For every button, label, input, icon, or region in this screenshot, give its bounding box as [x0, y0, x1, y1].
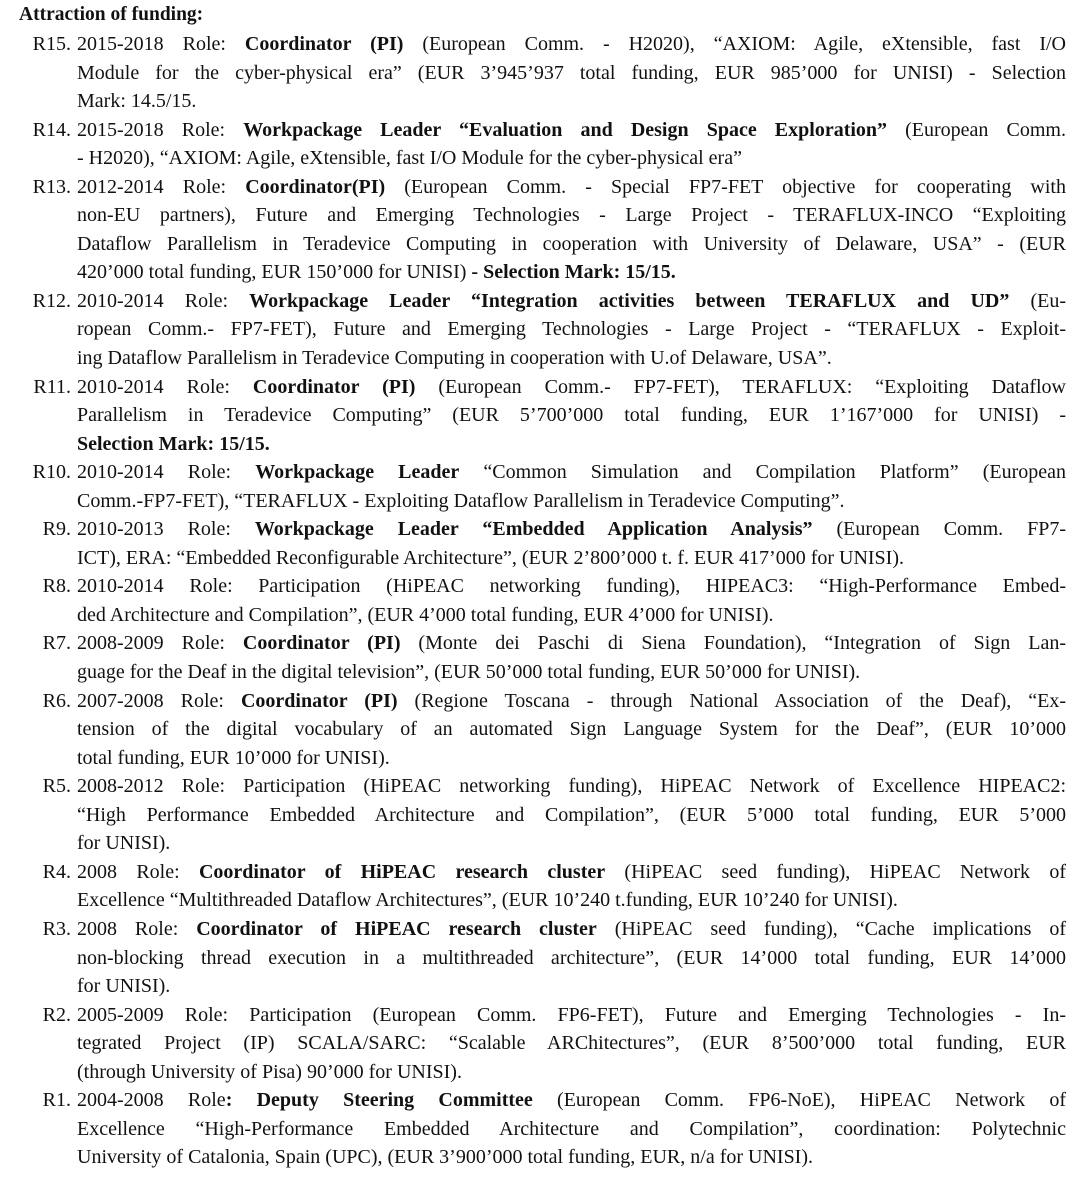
- entry-line: [77, 515, 1066, 544]
- bold-text: Workpackage Leader “Integration activities between TERAFLUX and UD”: [249, 289, 1010, 312]
- text-segment: (HiPEAC seed funding), “Cache implications of: [596, 917, 1066, 940]
- text-segment: guage for the Deaf in the digital television”, (EUR 50’000 total funding, EUR 50’000 for UNISI).: [77, 661, 861, 684]
- text-segment: “Common Simulation and Compilation Platform” (European: [459, 461, 1066, 484]
- text-segment: 420’000 total funding, EUR 150’000 for UNISI): [77, 261, 472, 284]
- text-segment: Module for the cyber-physical era” (EUR 3’945’937 total funding, EUR 985’000 for UNISI) - Selection: [77, 61, 1066, 84]
- bold-text: - Selection Mark: 15/15.: [471, 261, 676, 284]
- funding-entry: [0, 772, 1082, 858]
- entry-label: R1.: [42, 1089, 71, 1112]
- entry-label: R13.: [32, 175, 71, 198]
- funding-entry: [0, 915, 1082, 1001]
- entry-label: R12.: [32, 289, 71, 312]
- bold-text: Coordinator(PI): [245, 175, 386, 198]
- entry-line: [77, 658, 1066, 687]
- entry-label: R14.: [32, 118, 71, 141]
- entry-line: [77, 373, 1066, 402]
- text-segment: 2010-2013 Role:: [77, 518, 255, 541]
- bold-text: Coordinator of HiPEAC research cluster: [196, 917, 597, 940]
- entry-label: R9.: [42, 518, 71, 541]
- text-segment: 2010-2014 Role:: [77, 375, 253, 398]
- entry-line: [77, 30, 1066, 59]
- entry-line: [77, 886, 1066, 915]
- text-segment: 2015-2018 Role:: [77, 118, 244, 141]
- entry-line: [77, 629, 1066, 658]
- text-segment: “High Performance Embedded Architecture and Compilation”, (EUR 5’000 total funding, EUR 5’000: [77, 803, 1066, 826]
- entry-line: [77, 116, 1066, 145]
- text-segment: (HiPEAC seed funding), HiPEAC Network of: [605, 860, 1066, 883]
- entry-label: R4.: [42, 860, 71, 883]
- entry-label: R15.: [32, 33, 71, 55]
- text-segment: tension of the digital vocabulary of an automated Sign Language System for the Deaf”, (EUR 10’000: [77, 718, 1066, 741]
- text-segment: 2010-2014 Role: Participation (HiPEAC networking funding), HIPEAC3: “High-Performance Embed-: [77, 575, 1066, 598]
- text-segment: 2010-2014 Role:: [77, 289, 250, 312]
- text-segment: (European Comm.: [887, 118, 1066, 141]
- text-segment: non-EU partners), Future and Emerging Technologies - Large Project - TERAFLUX-INCO “Exploiting: [77, 204, 1066, 227]
- text-segment: (European Comm. FP6-NoE), HiPEAC Network of: [532, 1089, 1067, 1112]
- text-segment: ropean Comm.- FP7-FET), Future and Emerging Technologies - Large Project - “TERAFLUX - Exploit-: [77, 318, 1066, 341]
- text-segment: total funding, EUR 10’000 for UNISI).: [77, 746, 390, 769]
- entry-line: [77, 829, 1066, 858]
- bold-text: Workpackage Leader: [255, 461, 460, 484]
- bold-text: Coordinator (PI): [242, 632, 401, 655]
- text-segment: Excellence “Multithreaded Dataflow Architectures”, (EUR 10’240 t.funding, EUR 10’240 for UNISI).: [77, 889, 898, 912]
- text-segment: 2015-2018 Role:: [77, 33, 245, 55]
- text-segment: 2010-2014 Role:: [77, 461, 256, 484]
- entry-label: R8.: [42, 575, 71, 598]
- entry-label: R2.: [42, 1003, 71, 1026]
- entry-line: [77, 972, 1066, 1001]
- text-segment: 2012-2014 Role:: [77, 175, 246, 198]
- entry-line: [77, 1029, 1066, 1058]
- text-segment: University of Catalonia, Spain (UPC), (EUR 3’900’000 total funding, EUR, n/a for UNISI).: [77, 1146, 814, 1169]
- entry-line: [77, 687, 1066, 716]
- entry-line: [77, 430, 1066, 459]
- entry-line: [77, 1086, 1066, 1115]
- funding-entry: [0, 858, 1082, 915]
- entry-line: [77, 1115, 1066, 1144]
- entry-line: [77, 201, 1066, 230]
- bold-text: Selection Mark: 15/15.: [77, 432, 270, 455]
- funding-entry: [0, 373, 1082, 459]
- entry-line: [77, 715, 1066, 744]
- text-segment: Excellence “High-Performance Embedded Architecture and Compilation”, coordination: Polytechnic: [77, 1117, 1066, 1140]
- funding-entry: [0, 515, 1082, 572]
- text-segment: (European Comm. - H2020), “AXIOM: Agile, eXtensible, fast I/O: [403, 33, 1066, 55]
- funding-entry: [0, 572, 1082, 629]
- entry-line: [77, 772, 1066, 801]
- bold-text: Coordinator (PI): [244, 33, 404, 55]
- text-segment: (Monte dei Paschi di Siena Foundation), “Integration of Sign Lan-: [400, 632, 1066, 655]
- bold-text: Workpackage Leader “Embedded Application Analysis”: [254, 518, 813, 541]
- entry-line: [77, 1001, 1066, 1030]
- text-segment: for UNISI).: [77, 832, 171, 855]
- entry-line: [77, 59, 1066, 88]
- entry-label: R7.: [42, 632, 71, 655]
- entry-label: R10.: [32, 461, 71, 484]
- text-segment: (through University of Pisa) 90’000 for UNISI).: [77, 1060, 462, 1083]
- entry-label: R11.: [33, 375, 71, 398]
- funding-entry: [0, 116, 1082, 173]
- text-segment: (European Comm. FP7-: [812, 518, 1066, 541]
- entry-line: [77, 858, 1066, 887]
- text-segment: (Regione Toscana - through National Association of the Deaf), “Ex-: [397, 689, 1066, 712]
- section-heading: Attraction of funding:: [19, 4, 204, 25]
- funding-entry: [0, 1086, 1082, 1172]
- entry-line: [77, 458, 1066, 487]
- text-segment: 2004-2008 Role: [77, 1089, 226, 1112]
- entry-line: [77, 401, 1066, 430]
- bold-text: Coordinator of HiPEAC research cluster: [198, 860, 606, 883]
- text-segment: 2008 Role:: [77, 860, 199, 883]
- bold-text: Coordinator (PI): [240, 689, 398, 712]
- text-segment: for UNISI).: [77, 975, 171, 998]
- text-segment: (European Comm. - Special FP7-FET objective for cooperating with: [385, 175, 1066, 198]
- funding-entry: [0, 173, 1082, 287]
- bold-text: Workpackage Leader “Evaluation and Design Space Exploration”: [243, 118, 888, 141]
- entry-line: [77, 801, 1066, 830]
- entry-line: [77, 572, 1066, 601]
- entry-label: R3.: [42, 917, 71, 940]
- bold-text: Coordinator (PI): [252, 375, 416, 398]
- funding-entry: [0, 1001, 1082, 1087]
- text-segment: ing Dataflow Parallelism in Teradevice Computing in cooperation with U.of Delaware, USA”.: [77, 347, 832, 370]
- funding-list: [0, 30, 1082, 1172]
- entry-line: [77, 487, 1066, 516]
- text-segment: 2005-2009 Role: Participation (European Comm. FP6-FET), Future and Emerging Technologies - In-: [77, 1003, 1066, 1026]
- text-segment: 2008-2009 Role:: [77, 632, 243, 655]
- funding-entry: [0, 687, 1082, 773]
- funding-entry: [0, 458, 1082, 515]
- entry-line: [77, 87, 1066, 116]
- bold-text: : Deputy Steering Committee: [225, 1089, 533, 1112]
- entry-line: [77, 744, 1066, 773]
- text-segment: (European Comm.- FP7-FET), TERAFLUX: “Exploiting Dataflow: [415, 375, 1066, 398]
- text-segment: 2007-2008 Role:: [77, 689, 241, 712]
- text-segment: (Eu-: [1009, 289, 1066, 312]
- entry-label: R5.: [42, 775, 71, 798]
- entry-label: R6.: [42, 689, 71, 712]
- entry-line: [77, 1058, 1066, 1087]
- entry-line: [77, 230, 1066, 259]
- text-segment: Comm.-FP7-FET), “TERAFLUX - Exploiting Dataflow Parallelism in Teradevice Computing”.: [77, 489, 845, 512]
- text-segment: ICT), ERA: “Embedded Reconfigurable Architecture”, (EUR 2’800’000 t. f. EUR 417’000 for UNISI).: [77, 546, 905, 569]
- text-segment: Dataflow Parallelism in Teradevice Computing in cooperation with University of Delaware, USA” - (EUR: [77, 232, 1066, 255]
- entry-line: [77, 344, 1066, 373]
- entry-line: [77, 1143, 1066, 1172]
- entry-line: [77, 315, 1066, 344]
- funding-entry: [0, 287, 1082, 373]
- text-segment: Mark: 14.5/15.: [77, 90, 197, 113]
- text-segment: Parallelism in Teradevice Computing” (EUR 5’700’000 total funding, EUR 1’167’000 for UNISI) -: [77, 404, 1066, 427]
- text-segment: - H2020), “AXIOM: Agile, eXtensible, fast I/O Module for the cyber-physical era”: [77, 147, 742, 170]
- entry-line: [77, 915, 1066, 944]
- text-segment: tegrated Project (IP) SCALA/SARC: “Scalable ARChitectures”, (EUR 8’500’000 total funding, EUR: [77, 1032, 1066, 1055]
- entry-line: [77, 144, 1066, 173]
- entry-line: [77, 287, 1066, 316]
- entry-line: [77, 258, 1066, 287]
- entry-line: [77, 173, 1066, 202]
- entry-line: [77, 601, 1066, 630]
- funding-entry: [0, 629, 1082, 686]
- text-segment: 2008-2012 Role: Participation (HiPEAC networking funding), HiPEAC Network of Excellence HIPEAC2:: [77, 775, 1066, 798]
- text-segment: non-blocking thread execution in a multithreaded architecture”, (EUR 14’000 total funding, EUR 14’000: [77, 946, 1066, 969]
- entry-line: [77, 544, 1066, 573]
- text-segment: ded Architecture and Compilation”, (EUR 4’000 total funding, EUR 4’000 for UNISI).: [77, 603, 774, 626]
- funding-entry: [0, 30, 1082, 116]
- entry-line: [77, 944, 1066, 973]
- text-segment: 2008 Role:: [77, 917, 197, 940]
